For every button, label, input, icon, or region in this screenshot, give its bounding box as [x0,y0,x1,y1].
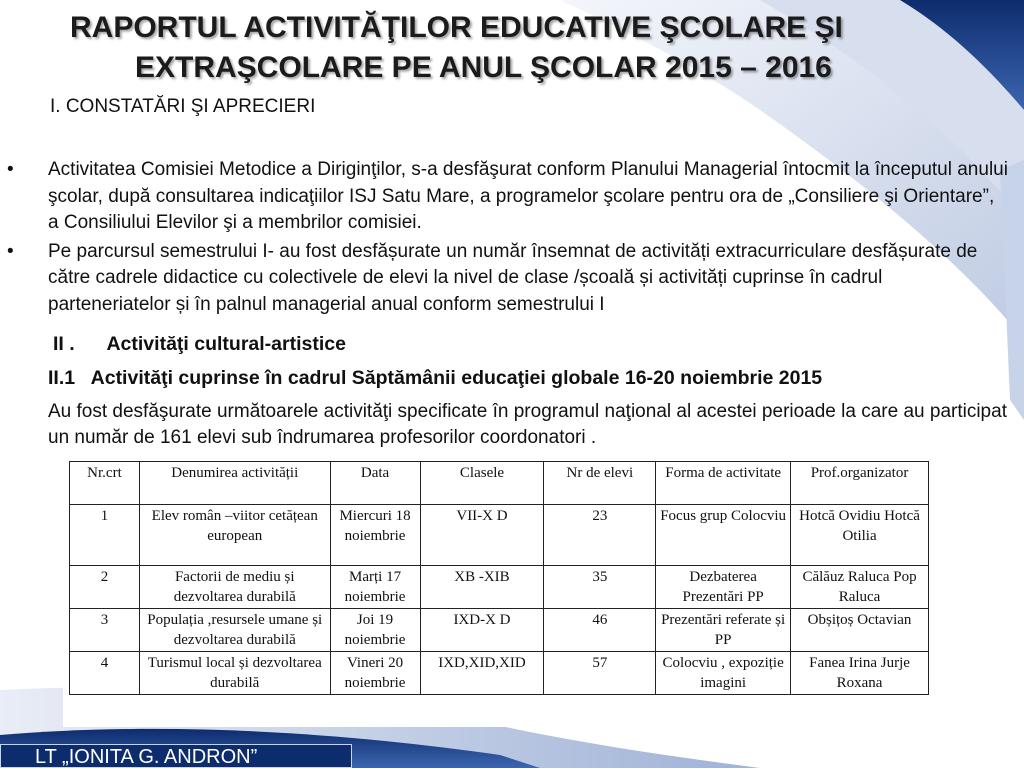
bullet-dot: • [7,159,14,180]
cell-data: Vineri 20 noiembrie [330,652,420,695]
bullet-text: Activitatea Comisiei Metodice a Diriginţilor, s-a desfăşurat conform Planului Managerial întocmit la începutul anului şcolar, după consultarea indicaţiilor ISJ Satu Mare, a programelor şcolare pentru ora de „Consiliere şi Orientare”, a Consiliului Elevilor şi a membrilor comisiei. [48,159,1008,233]
bullet-item [0,239,1010,319]
header-prof: Prof.organizator [791,462,929,505]
cell-data: Joi 19 noiembrie [330,609,420,652]
table-row [70,566,929,609]
cell-activitate: Elev român –viitor cetățean european [139,505,330,566]
table-header-row [70,462,929,505]
cell-nr: 1 [70,505,140,566]
header-data: Data [330,462,420,505]
cell-data: Miercuri 18 noiembrie [330,505,420,566]
activities-table [69,461,929,695]
section-heading-cultural [53,333,346,356]
cell-clasele: VII-X D [420,505,544,566]
cell-nr-elevi: 23 [544,505,656,566]
cell-clasele: IXD,XID,XID [420,652,544,695]
bullet-text: Pe parcursul semestrului I- au fost desfășurate un număr însemnat de activități extracurriculare desfășurate de către cadrele didactice cu colectivele de elevi la nivel de clase /școală și activități cuprinse în cadrul parteneriatelor și în palnul managerial anual conform semestrului I [48,240,978,315]
cell-activitate: Factorii de mediu și dezvoltarea durabilă [139,566,330,609]
intro-paragraph: Au fost desfăşurate următoarele activităţi specificate în programul naţional al acestei perioade la care au participat un număr de 161 elevi sub îndrumarea profesorilor coordonatori . [48,401,1007,448]
header-clasele: Clasele [420,462,544,505]
header-nr-elevi: Nr de elevi [544,462,656,505]
cell-activitate: Turismul local și dezvoltarea durabilă [139,652,330,695]
cell-clasele: XB -XIB [420,566,544,609]
table-row [70,505,929,566]
activities-table-image [63,457,935,727]
cell-prof: Hotcă Ovidiu Hotcă Otilia [791,505,929,566]
cell-forma: Prezentări referate și PP [656,609,791,652]
cell-nr: 2 [70,566,140,609]
bullet-list [0,157,1024,320]
title-line-1: RAPORTUL ACTIVITĂŢILOR EDUCATIVE ŞCOLARE ŞI [70,11,843,44]
cell-nr-elevi: 57 [544,652,656,695]
cell-prof: Călăuz Raluca Pop Raluca [791,566,929,609]
cell-nr-elevi: 46 [544,609,656,652]
cell-nr: 3 [70,609,140,652]
header-denumirea: Denumirea activității [139,462,330,505]
cell-forma: Colocviu , expoziție imagini [656,652,791,695]
bullet-item [0,157,1010,237]
section-label: Activităţi cultural-artistice [106,333,346,355]
cell-activitate: Populația ,resursele umane și dezvoltarea durabilă [139,609,330,652]
bullet-dot: • [7,240,14,262]
title-line-2: EXTRAŞCOLARE PE ANUL ŞCOLAR 2015 – 2016 [135,51,832,84]
cell-prof: Obșițoș Octavian [791,609,929,652]
subsection-label: Activităţi cuprinse în cadrul Săptămânii educaţiei globale 16-20 noiembrie 2015 [90,367,823,389]
subsection-number: II.1 [48,367,76,389]
header-forma: Forma de activitate [656,462,791,505]
section-heading-constatari: I. CONSTATĂRI ŞI APRECIERI [50,96,316,117]
cell-prof: Fanea Irina Jurje Roxana [791,652,929,695]
table-row [70,652,929,695]
cell-forma: Dezbaterea Prezentări PP [656,566,791,609]
cell-clasele: IXD-X D [420,609,544,652]
cell-data: Marți 17 noiembrie [330,566,420,609]
cell-forma: Focus grup Colocviu [656,505,791,566]
table-row [70,609,929,652]
cell-nr: 4 [70,652,140,695]
footer-school-name: LT „IONITA G. ANDRON” [0,744,352,768]
header-nr-crt: Nr.crt [70,462,140,505]
cell-nr-elevi: 35 [544,566,656,609]
slide-title [40,8,1000,88]
section-number: II . [53,333,75,355]
subsection-heading [48,367,822,390]
